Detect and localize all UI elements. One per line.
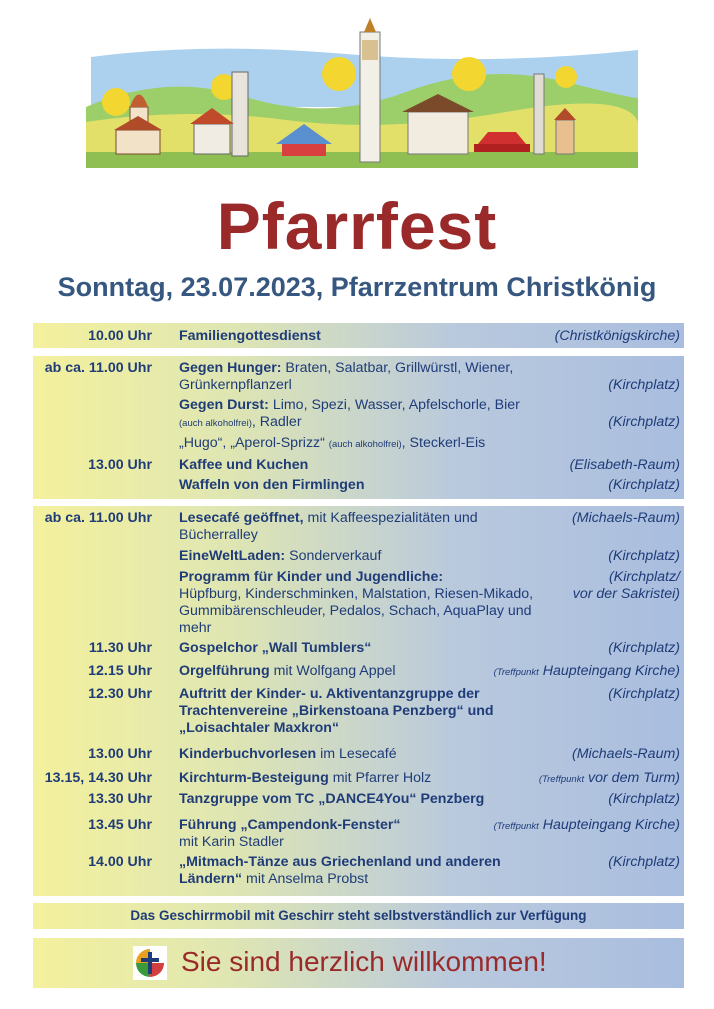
event-label: „Hugo“, „Aperol-Sprizz“ (auch alkoholfrei), Steckerl-Eis [179,435,486,451]
time-label: 10.00 Uhr [88,328,152,344]
location-label: (Treffpunkt Haupteingang Kirche) [493,817,680,833]
location-label: (Christkönigskirche) [554,328,680,344]
welcome-banner [33,938,684,988]
time-label: 13.15, 14.30 Uhr [44,770,152,786]
event-label: Gegen Durst: Limo, Spezi, Wasser, Apfelschorle, Bier (auch alkoholfrei), Radler [179,397,520,430]
welcome-text: Sie sind herzlich willkommen! [181,946,547,977]
time-label: 11.30 Uhr [88,640,152,656]
event-label: „Mitmach-Tänze aus Griechenland und anderen Ländern“ mit Anselma Probst [179,854,501,887]
event-label: Gegen Hunger: Braten, Salatbar, Grillwürstl, Wiener, Grünkernpflanzerl [179,360,514,393]
time-label: 13.00 Uhr [88,457,152,473]
event-label: EineWeltLaden: Sonderverkauf [179,548,382,564]
page-subtitle: Sonntag, 23.07.2023, Pfarrzentrum Christkönig [57,272,657,302]
event-label: Tanzgruppe vom TC „DANCE4You“ Penzberg [179,791,485,807]
location-label: (Kirchplatz/ vor der Sakristei) [572,569,680,602]
location-label: (Kirchplatz) [608,477,680,493]
schedule-block-food [33,356,684,499]
event-label: Programm für Kinder und Jugendliche: Hüpfburg, Kinderschminken, Malstation, Riesen-Mikado, Gummibärenschleuder, Pedalos, Schach, AquaPlay und mehr [179,569,534,636]
event-label: Auftritt der Kinder- u. Aktiventanzgruppe der Trachtenvereine „Birkenstoana Penzberg“ und „Loisachtaler Maxkron“ [179,686,494,736]
time-label: 12.30 Uhr [88,686,152,702]
location-label: (Treffpunkt vor dem Turm) [538,770,680,786]
time-label: 13.00 Uhr [88,746,152,762]
schedule-block-program [33,506,684,896]
location-label: (Elisabeth-Raum) [569,457,680,473]
time-label: ab ca. 11.00 Uhr [44,360,152,376]
location-label: (Kirchplatz) [608,791,680,807]
location-label: (Michaels-Raum) [572,746,680,762]
event-label: Kirchturm-Besteigung mit Pfarrer Holz [179,770,432,786]
dishes-note: Das Geschirrmobil mit Geschirr steht selbstverständlich zur Verfügung [33,903,684,929]
location-label: (Michaels-Raum) [572,510,680,526]
event-label: Kinderbuchvorlesen im Lesecafé [179,746,397,762]
parish-logo-icon [133,946,167,980]
event-label: Lesecafé geöffnet, mit Kaffeespezialitäten und Bücherralley [179,510,478,543]
time-label: 13.30 Uhr [88,791,152,807]
time-label: 14.00 Uhr [88,854,152,870]
location-label: (Kirchplatz) [608,854,680,870]
event-label: Kaffee und Kuchen [179,457,309,473]
location-label: (Kirchplatz) [608,640,680,656]
event-label: Familiengottesdienst [179,328,321,344]
time-label: 13.45 Uhr [88,817,152,833]
event-label: Orgelführung mit Wolfgang Appel [179,663,396,679]
page-title: Pfarrfest [216,189,498,263]
location-label: (Kirchplatz) [608,548,680,564]
time-label: 12.15 Uhr [88,663,152,679]
village-banner-illustration [86,12,638,172]
location-label: (Treffpunkt Haupteingang Kirche) [493,663,680,679]
event-label: Waffeln von den Firmlingen [179,477,365,493]
time-label: ab ca. 11.00 Uhr [44,510,152,526]
location-label: (Kirchplatz) [608,686,680,702]
location-label: (Kirchplatz) [608,377,680,393]
location-label: (Kirchplatz) [608,414,680,430]
schedule-block-gottesdienst [33,323,684,348]
event-label: Gospelchor „Wall Tumblers“ [179,640,372,656]
event-label: Führung „Campendonk-Fenster“ mit Karin Stadler [179,817,401,850]
